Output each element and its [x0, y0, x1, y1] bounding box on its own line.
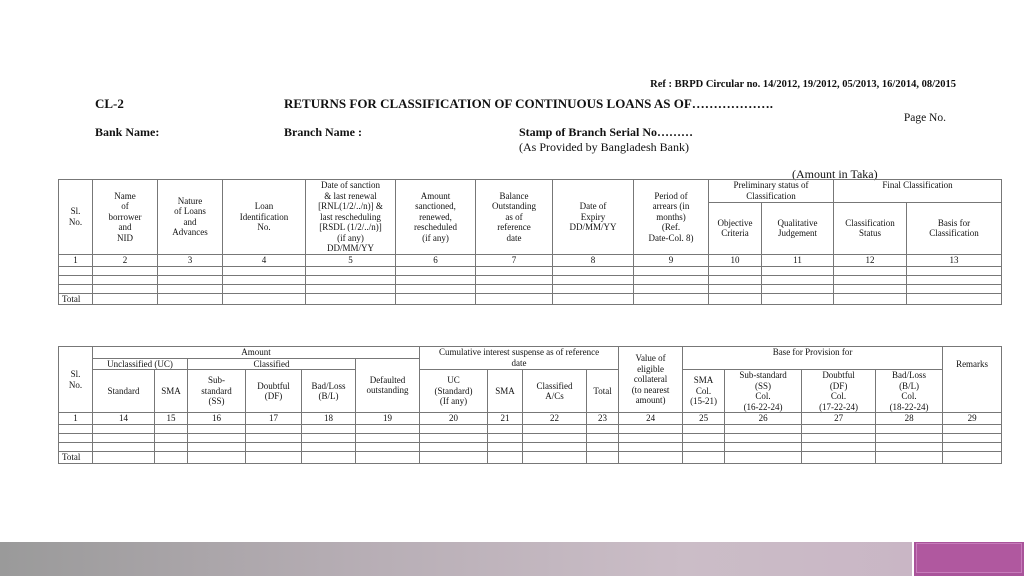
continuous-loans-table	[58, 179, 1002, 305]
empty-cell	[943, 434, 1002, 443]
empty-cell	[246, 434, 302, 443]
empty-cell	[246, 443, 302, 452]
col-sl-header: Sl. No.	[59, 347, 93, 413]
empty-cell	[709, 284, 762, 293]
col-substandard-header: Sub- standard (SS)	[188, 370, 246, 413]
empty-cell	[93, 434, 155, 443]
empty-cell	[302, 443, 356, 452]
empty-cell	[725, 443, 802, 452]
empty-cell	[634, 266, 709, 275]
empty-cell	[762, 275, 834, 284]
col-arrears-header: Period of arrears (in months) (Ref. Date-Col. 8)	[634, 180, 709, 255]
column-number: 5	[306, 254, 396, 266]
empty-cell	[619, 434, 683, 443]
empty-cell	[634, 275, 709, 284]
empty-cell	[155, 443, 188, 452]
col-balance-header: Balance Outstanding as of reference date	[476, 180, 553, 255]
empty-cell	[587, 452, 619, 464]
empty-cell	[587, 434, 619, 443]
empty-cell	[553, 275, 634, 284]
empty-cell	[523, 452, 587, 464]
empty-cell	[158, 275, 223, 284]
empty-cell	[306, 275, 396, 284]
col-qualitative-header: Qualitative Judgement	[762, 202, 834, 254]
empty-cell	[725, 452, 802, 464]
column-number: 16	[188, 413, 246, 425]
empty-cell	[683, 452, 725, 464]
empty-cell	[943, 443, 1002, 452]
empty-cell	[802, 443, 876, 452]
empty-cell	[834, 266, 907, 275]
empty-cell	[553, 284, 634, 293]
total-row	[59, 452, 1002, 464]
empty-cell	[356, 425, 420, 434]
circular-reference: Ref : BRPD Circular no. 14/2012, 19/2012, 05/2013, 16/2014, 08/2015	[650, 79, 956, 90]
column-number-row	[59, 254, 1002, 266]
empty-cell	[223, 284, 306, 293]
col-sma-header: SMA	[155, 370, 188, 413]
empty-cell	[907, 266, 1002, 275]
column-number: 19	[356, 413, 420, 425]
empty-cell	[396, 266, 476, 275]
empty-cell	[488, 434, 523, 443]
empty-cell	[302, 434, 356, 443]
col-amount-sanctioned-header: Amount sanctioned, renewed, rescheduled (if any)	[396, 180, 476, 255]
empty-cell	[356, 434, 420, 443]
col-class-status-header: Classification Status	[834, 202, 907, 254]
empty-cell	[59, 266, 93, 275]
column-number: 28	[876, 413, 943, 425]
empty-cell	[306, 266, 396, 275]
stamp-label: Stamp of Branch Serial No………	[519, 125, 693, 139]
empty-cell	[59, 284, 93, 293]
col-objective-header: Objective Criteria	[709, 202, 762, 254]
empty-cell	[396, 284, 476, 293]
empty-cell	[943, 425, 1002, 434]
empty-cell	[223, 275, 306, 284]
amount-unit-note: (Amount in Taka)	[792, 167, 878, 181]
col-standard-header: Standard	[93, 370, 155, 413]
empty-cell	[762, 284, 834, 293]
column-number: 21	[488, 413, 523, 425]
empty-cell	[876, 452, 943, 464]
empty-cell	[93, 284, 158, 293]
empty-cell	[59, 434, 93, 443]
column-number: 2	[93, 254, 158, 266]
empty-cell	[396, 275, 476, 284]
empty-cell	[683, 425, 725, 434]
column-number: 4	[223, 254, 306, 266]
empty-cell	[619, 452, 683, 464]
empty-cell	[802, 434, 876, 443]
empty-cell	[93, 425, 155, 434]
empty-cell	[683, 443, 725, 452]
empty-cell	[155, 425, 188, 434]
empty-cell	[420, 425, 488, 434]
empty-cell	[420, 443, 488, 452]
col-sl-header: Sl. No.	[59, 180, 93, 255]
empty-cell	[587, 425, 619, 434]
empty-cell	[762, 266, 834, 275]
empty-cell	[725, 425, 802, 434]
column-number: 7	[476, 254, 553, 266]
empty-cell	[59, 275, 93, 284]
table-row	[59, 284, 1002, 293]
empty-cell	[834, 284, 907, 293]
empty-cell	[188, 443, 246, 452]
column-number: 24	[619, 413, 683, 425]
col-borrower-header: Name of borrower and NID	[93, 180, 158, 255]
empty-cell	[356, 443, 420, 452]
final-classification-header: Final Classification	[834, 180, 1002, 203]
empty-cell	[907, 275, 1002, 284]
empty-cell	[488, 425, 523, 434]
column-number: 26	[725, 413, 802, 425]
column-number: 1	[59, 413, 93, 425]
col-classified-acs-header: Classified A/Cs	[523, 370, 587, 413]
table-row	[59, 443, 1002, 452]
table-row	[59, 266, 1002, 275]
empty-cell	[488, 443, 523, 452]
empty-cell	[155, 452, 188, 464]
empty-cell	[59, 443, 93, 452]
empty-cell	[420, 452, 488, 464]
col-expiry-header: Date of Expiry DD/MM/YY	[553, 180, 634, 255]
empty-cell	[523, 443, 587, 452]
column-number: 9	[634, 254, 709, 266]
column-number: 20	[420, 413, 488, 425]
empty-cell	[619, 443, 683, 452]
classified-header: Classified	[188, 358, 356, 370]
empty-cell	[356, 452, 420, 464]
column-number: 8	[553, 254, 634, 266]
page-title: RETURNS FOR CLASSIFICATION OF CONTINUOUS LOANS AS OF……………….	[284, 96, 774, 111]
col-basis-header: Basis for Classification	[907, 202, 1002, 254]
empty-cell	[488, 452, 523, 464]
empty-cell	[188, 434, 246, 443]
empty-cell	[246, 452, 302, 464]
empty-cell	[188, 452, 246, 464]
column-number: 18	[302, 413, 356, 425]
empty-cell	[93, 275, 158, 284]
empty-cell	[420, 434, 488, 443]
col-loan-id-header: Loan Identification No.	[223, 180, 306, 255]
footer-bar	[0, 542, 912, 576]
col-nature-header: Nature of Loans and Advances	[158, 180, 223, 255]
empty-cell	[876, 434, 943, 443]
amount-header: Amount	[93, 347, 420, 359]
column-number: 23	[587, 413, 619, 425]
empty-cell	[158, 284, 223, 293]
col-base-ss-header: Sub-standard (SS) Col. (16-22-24)	[725, 370, 802, 413]
column-number: 25	[683, 413, 725, 425]
col-defaulted-header: Defaulted outstanding	[356, 358, 420, 413]
empty-cell	[876, 443, 943, 452]
empty-cell	[476, 275, 553, 284]
column-number: 17	[246, 413, 302, 425]
empty-cell	[619, 425, 683, 434]
empty-cell	[93, 266, 158, 275]
empty-cell	[523, 425, 587, 434]
empty-cell	[907, 284, 1002, 293]
col-cis-sma-header: SMA	[488, 370, 523, 413]
column-number: 15	[155, 413, 188, 425]
column-number: 11	[762, 254, 834, 266]
empty-cell	[476, 266, 553, 275]
col-sanction-date-header: Date of sanction & last renewal [RNL(1/2/../n)] & last rescheduling [RSDL (1/2/../n)] (if any) DD/MM/YY	[306, 180, 396, 255]
empty-cell	[834, 275, 907, 284]
empty-cell	[709, 266, 762, 275]
bank-name-label: Bank Name:	[95, 125, 160, 139]
empty-cell	[709, 275, 762, 284]
column-number: 14	[93, 413, 155, 425]
column-number: 27	[802, 413, 876, 425]
col-collateral-header: Value of eligible collateral (to nearest amount)	[619, 347, 683, 413]
empty-cell	[223, 266, 306, 275]
total-row	[59, 293, 1002, 305]
col-uc-standard-header: UC (Standard) (If any)	[420, 370, 488, 413]
column-number: 29	[943, 413, 1002, 425]
empty-cell	[634, 284, 709, 293]
empty-cell	[523, 434, 587, 443]
empty-cell	[943, 452, 1002, 464]
stamp-note: (As Provided by Bangladesh Bank)	[519, 140, 689, 154]
col-cis-total-header: Total	[587, 370, 619, 413]
empty-cell	[246, 425, 302, 434]
empty-cell	[725, 434, 802, 443]
preliminary-status-header: Preliminary status of Classification	[709, 180, 834, 203]
empty-cell	[876, 425, 943, 434]
empty-cell	[302, 452, 356, 464]
empty-cell	[59, 425, 93, 434]
column-number: 22	[523, 413, 587, 425]
base-provision-header: Base for Provision for	[683, 347, 943, 370]
empty-cell	[476, 284, 553, 293]
column-number-row	[59, 413, 1002, 425]
footer-accent-box	[916, 543, 1022, 573]
empty-cell	[802, 425, 876, 434]
interest-suspense-header: Cumulative interest suspense as of reference date	[420, 347, 619, 370]
column-number: 3	[158, 254, 223, 266]
branch-name-label: Branch Name :	[284, 125, 362, 139]
col-base-df-header: Doubtful (DF) Col. (17-22-24)	[802, 370, 876, 413]
empty-cell	[93, 452, 155, 464]
column-number: 12	[834, 254, 907, 266]
empty-cell	[587, 443, 619, 452]
table-row	[59, 275, 1002, 284]
column-number: 10	[709, 254, 762, 266]
col-remarks-header: Remarks	[943, 347, 1002, 413]
page-number-label: Page No.	[903, 112, 946, 124]
column-number: 6	[396, 254, 476, 266]
column-number: 13	[907, 254, 1002, 266]
provision-base-table	[58, 346, 1002, 464]
column-number: 1	[59, 254, 93, 266]
table-row	[59, 434, 1002, 443]
total-label: Total	[59, 293, 93, 305]
col-base-bl-header: Bad/Loss (B/L) Col. (18-22-24)	[876, 370, 943, 413]
empty-cell	[155, 434, 188, 443]
col-doubtful-header: Doubtful (DF)	[246, 370, 302, 413]
empty-cell	[553, 266, 634, 275]
empty-cell	[93, 443, 155, 452]
total-label: Total	[59, 452, 93, 464]
unclassified-header: Unclassified (UC)	[93, 358, 188, 370]
empty-cell	[302, 425, 356, 434]
form-code: CL-2	[95, 96, 124, 111]
empty-cell	[306, 284, 396, 293]
col-base-sma-header: SMA Col. (15-21)	[683, 370, 725, 413]
empty-cell	[158, 266, 223, 275]
table-row	[59, 425, 1002, 434]
col-badloss-header: Bad/Loss (B/L)	[302, 370, 356, 413]
empty-cell	[802, 452, 876, 464]
empty-cell	[683, 434, 725, 443]
empty-cell	[188, 425, 246, 434]
